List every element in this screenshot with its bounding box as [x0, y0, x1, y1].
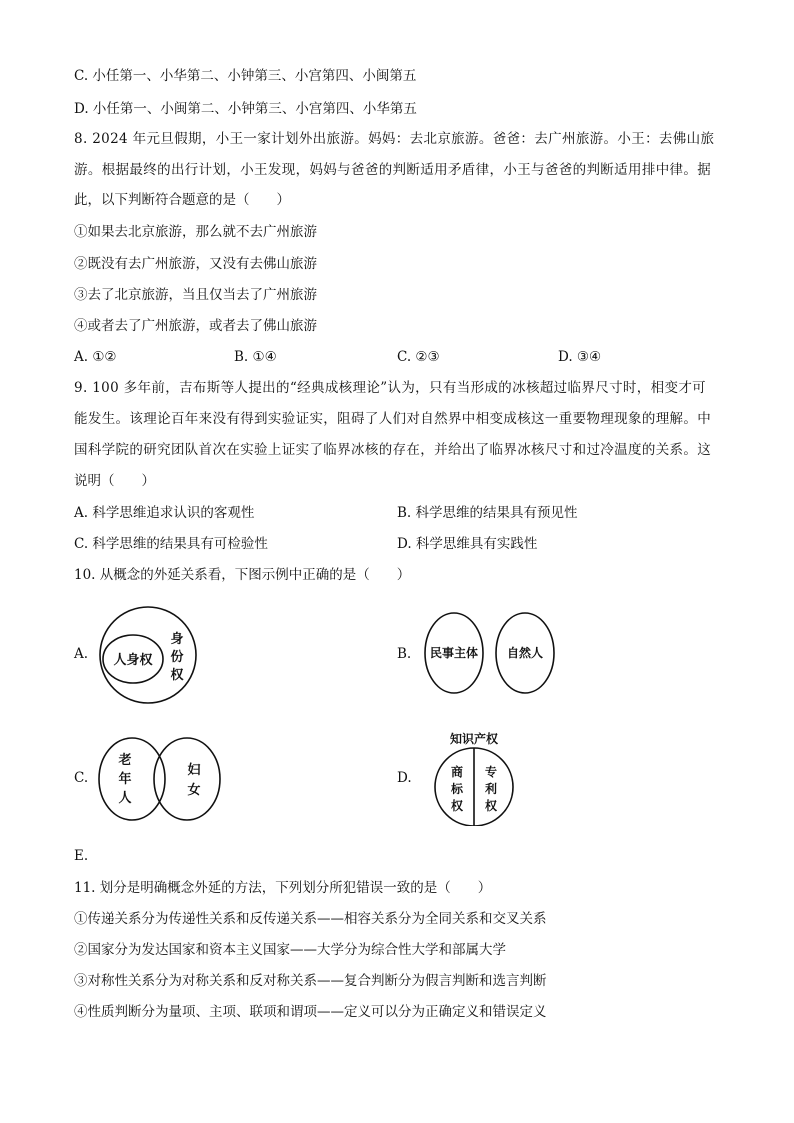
q9-stem-line-1: 9. 100 多年前，吉布斯等人提出的“经典成核理论”认为，只有当形成的冰核超过临界尺寸时，相变才可 [74, 380, 707, 396]
q10-d-right-label-2: 利 [484, 782, 498, 796]
q10-d-right-label-3: 权 [484, 799, 498, 813]
q10-a-outer-label-2: 份 [170, 650, 184, 665]
q8-stem-line-3: 此，以下判断符合题意的是（ ） [74, 192, 290, 208]
q8-option-a: A. ①② [74, 349, 117, 365]
q10-a-outer-label-3: 权 [170, 668, 184, 683]
q8-stem-line-1: 8. 2024 年元旦假期，小王一家计划外出旅游。妈妈：去北京旅游。爸爸：去广州旅游。小王：去佛山旅 [74, 131, 715, 147]
q10-option-d-letter: D. [397, 770, 412, 786]
q10-option-e-letter: E. [74, 848, 89, 864]
q9-stem-line-3: 国科学院的研究团队首次在实验上证实了临界冰核的存在，并给出了临界冰核尺寸和过冷温度的关系。这 [74, 442, 712, 458]
q9-stem-line-4: 说明（ ） [74, 473, 155, 489]
q10-option-c-letter: C. [74, 770, 89, 786]
q7-option-c: C. 小任第一、小华第二、小钟第三、小宫第四、小闽第五 [74, 68, 417, 84]
q9-option-a: A. 科学思维追求认识的客观性 [74, 505, 255, 521]
q9-option-d: D. 科学思维具有实践性 [397, 536, 538, 552]
q10-a-inner-label: 人身权 [113, 653, 153, 668]
q9-stem-line-2: 能发生。该理论百年来没有得到实验证实，阻碍了人们对自然界中相变成核这一重要物理现象的理解。中 [74, 411, 712, 427]
q8-option-b: B. ①④ [234, 349, 277, 365]
q8-option-d: D. ③④ [558, 349, 602, 365]
q10-c-left-label-3: 人 [118, 791, 132, 806]
q9-option-c: C. 科学思维的结果具有可检验性 [74, 536, 268, 552]
q8-item-1: ①如果去北京旅游，那么就不去广州旅游 [74, 224, 317, 240]
q10-c-right-ellipse [154, 738, 220, 820]
q10-b-right-label: 自然人 [506, 646, 544, 660]
q11-item-4: ④性质判断分为量项、主项、联项和谓项——定义可以分为正确定义和错误定义 [74, 1004, 547, 1020]
q10-b-left-label: 民事主体 [429, 646, 479, 660]
q10-d-right-label-1: 专 [484, 765, 498, 779]
q10-c-right-label-1: 妇 [187, 763, 201, 778]
q7-option-d: D. 小任第一、小闽第二、小钟第三、小宫第四、小华第五 [74, 101, 417, 117]
q10-a-outer-label-1: 身 [170, 632, 184, 647]
q8-item-4: ④或者去了广州旅游，或者去了佛山旅游 [74, 318, 317, 334]
q10-d-left-label-3: 权 [450, 799, 464, 813]
q11-item-2: ②国家分为发达国家和资本主义国家——大学分为综合性大学和部属大学 [74, 942, 506, 958]
q10-d-left-label-1: 商 [450, 765, 464, 779]
q8-option-c: C. ②③ [397, 349, 440, 365]
q10-option-a-letter: A. [74, 646, 89, 662]
q8-item-2: ②既没有去广州旅游，又没有去佛山旅游 [74, 256, 317, 272]
q8-stem-line-2: 游。根据最终的出行计划，小王发现，妈妈与爸爸的判断适用矛盾律，小王与爸爸的判断适用排中律。据 [74, 162, 712, 178]
q10-diagram-c [94, 734, 226, 824]
q10-diagram-d [428, 726, 524, 826]
q9-option-b: B. 科学思维的结果具有预见性 [397, 505, 578, 521]
q10-d-left-label-2: 标 [450, 782, 464, 796]
q10-diagram-a [98, 605, 200, 705]
q10-option-b-letter: B. [397, 646, 412, 662]
q10-diagram-b [420, 610, 560, 696]
q8-item-3: ③去了北京旅游，当且仅当去了广州旅游 [74, 287, 317, 303]
q10-c-left-label-1: 老 [118, 753, 132, 768]
q10-d-title: 知识产权 [449, 732, 499, 746]
q10-c-left-ellipse [99, 738, 165, 820]
q11-stem: 11. 划分是明确概念外延的方法，下列划分所犯错误一致的是（ ） [74, 880, 492, 896]
q10-c-left-label-2: 年 [118, 772, 132, 787]
q10-c-right-label-2: 女 [187, 783, 201, 798]
q11-item-1: ①传递关系分为传递性关系和反传递关系——相容关系分为全同关系和交叉关系 [74, 911, 547, 927]
q10-stem: 10. 从概念的外延关系看，下图示例中正确的是（ ） [74, 567, 411, 583]
q11-item-3: ③对称性关系分为对称关系和反对称关系——复合判断分为假言判断和选言判断 [74, 973, 547, 989]
